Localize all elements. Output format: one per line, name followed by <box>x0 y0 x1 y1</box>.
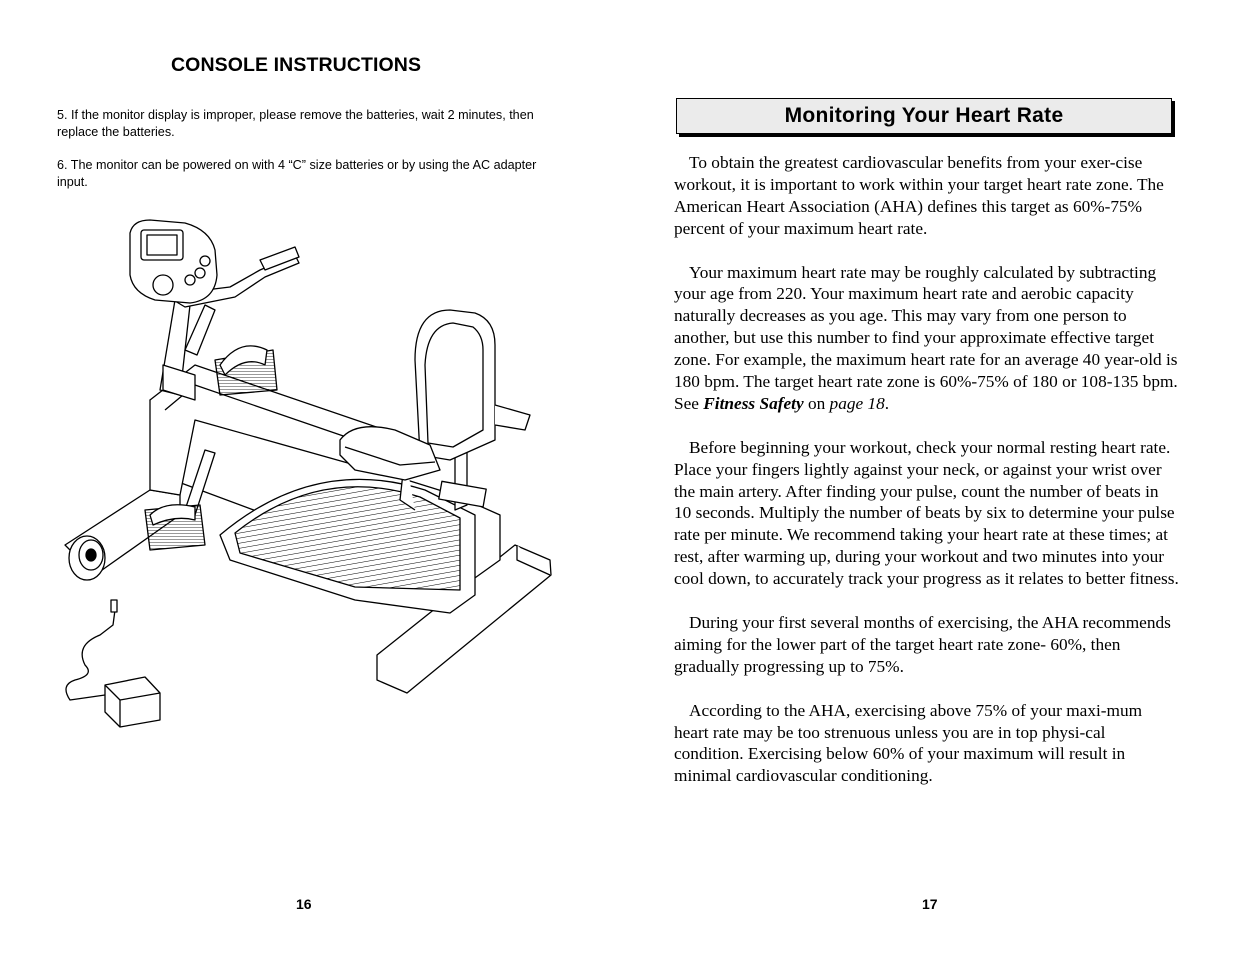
paragraph-resting-heart-rate: Before beginning your workout, check your normal resting heart rate. Place your fingers lightly against your neck, or against your wrist over the main artery. After finding your pulse, count the number of beats in 10 seconds. Multiply the number of beats by six to determine your pulse rate per minute. We recommend taking your heart rate at these times; at rest, after warming up, during your workout and two minutes into your cool down, to accurately track your progress as it relates to better fitness. <box>674 437 1179 589</box>
instruction-step-5: 5. If the monitor display is improper, please remove the batteries, wait 2 minutes, then replace the batteries. <box>57 108 534 139</box>
instruction-step-6: 6. The monitor can be powered on with 4 “C” size batteries or by using the AC adapter input. <box>57 158 537 189</box>
paragraph-first-months: During your first several months of exercising, the AHA recommends aiming for the lower part of the target heart rate zone- 60%, then gradually progressing up to 75%. <box>674 612 1171 676</box>
article-body <box>674 152 1179 809</box>
paragraph-period: . <box>884 393 890 413</box>
fitness-safety-reference: Fitness Safety <box>703 393 804 413</box>
page-number: 16 <box>296 896 312 912</box>
recumbent-bike-illustration <box>55 215 565 730</box>
page-reference: page 18 <box>829 393 885 413</box>
section-heading: Monitoring Your Heart Rate <box>784 104 1064 127</box>
paragraph-target-zone: To obtain the greatest cardiovascular benefits from your exer-cise workout, it is important to work within your target heart rate zone. The American Heart Association (AHA) defines this target as 60%-75% percent of your maximum heart rate. <box>674 153 1164 238</box>
page-number: 17 <box>922 896 938 912</box>
paragraph-above-75: According to the AHA, exercising above 75% of your maxi-mum heart rate may be too strenuous unless you are in top physi-cal condition. Exercising below 60% of your maximum will result in minimal cardiovascular conditioning. <box>674 700 1143 786</box>
left-page <box>0 0 617 954</box>
paragraph-max-heart-rate <box>674 262 1179 415</box>
right-page <box>617 0 1235 954</box>
section-heading-box <box>676 98 1172 134</box>
paragraph-connector: on <box>803 393 830 413</box>
page-title: CONSOLE INSTRUCTIONS <box>171 54 422 76</box>
paragraph-text: Your maximum heart rate may be roughly calculated by subtracting your age from 220. Your maximum heart rate and aerobic capacity naturally decreases as you age. This may vary from one person to another, but use this number to find your approximate effective target zone. For example, the maximum heart rate for an average 40 year-old is 180 bpm. The target heart rate zone is 60%-75% of 180 or 108-135 bpm. See <box>674 262 1178 413</box>
